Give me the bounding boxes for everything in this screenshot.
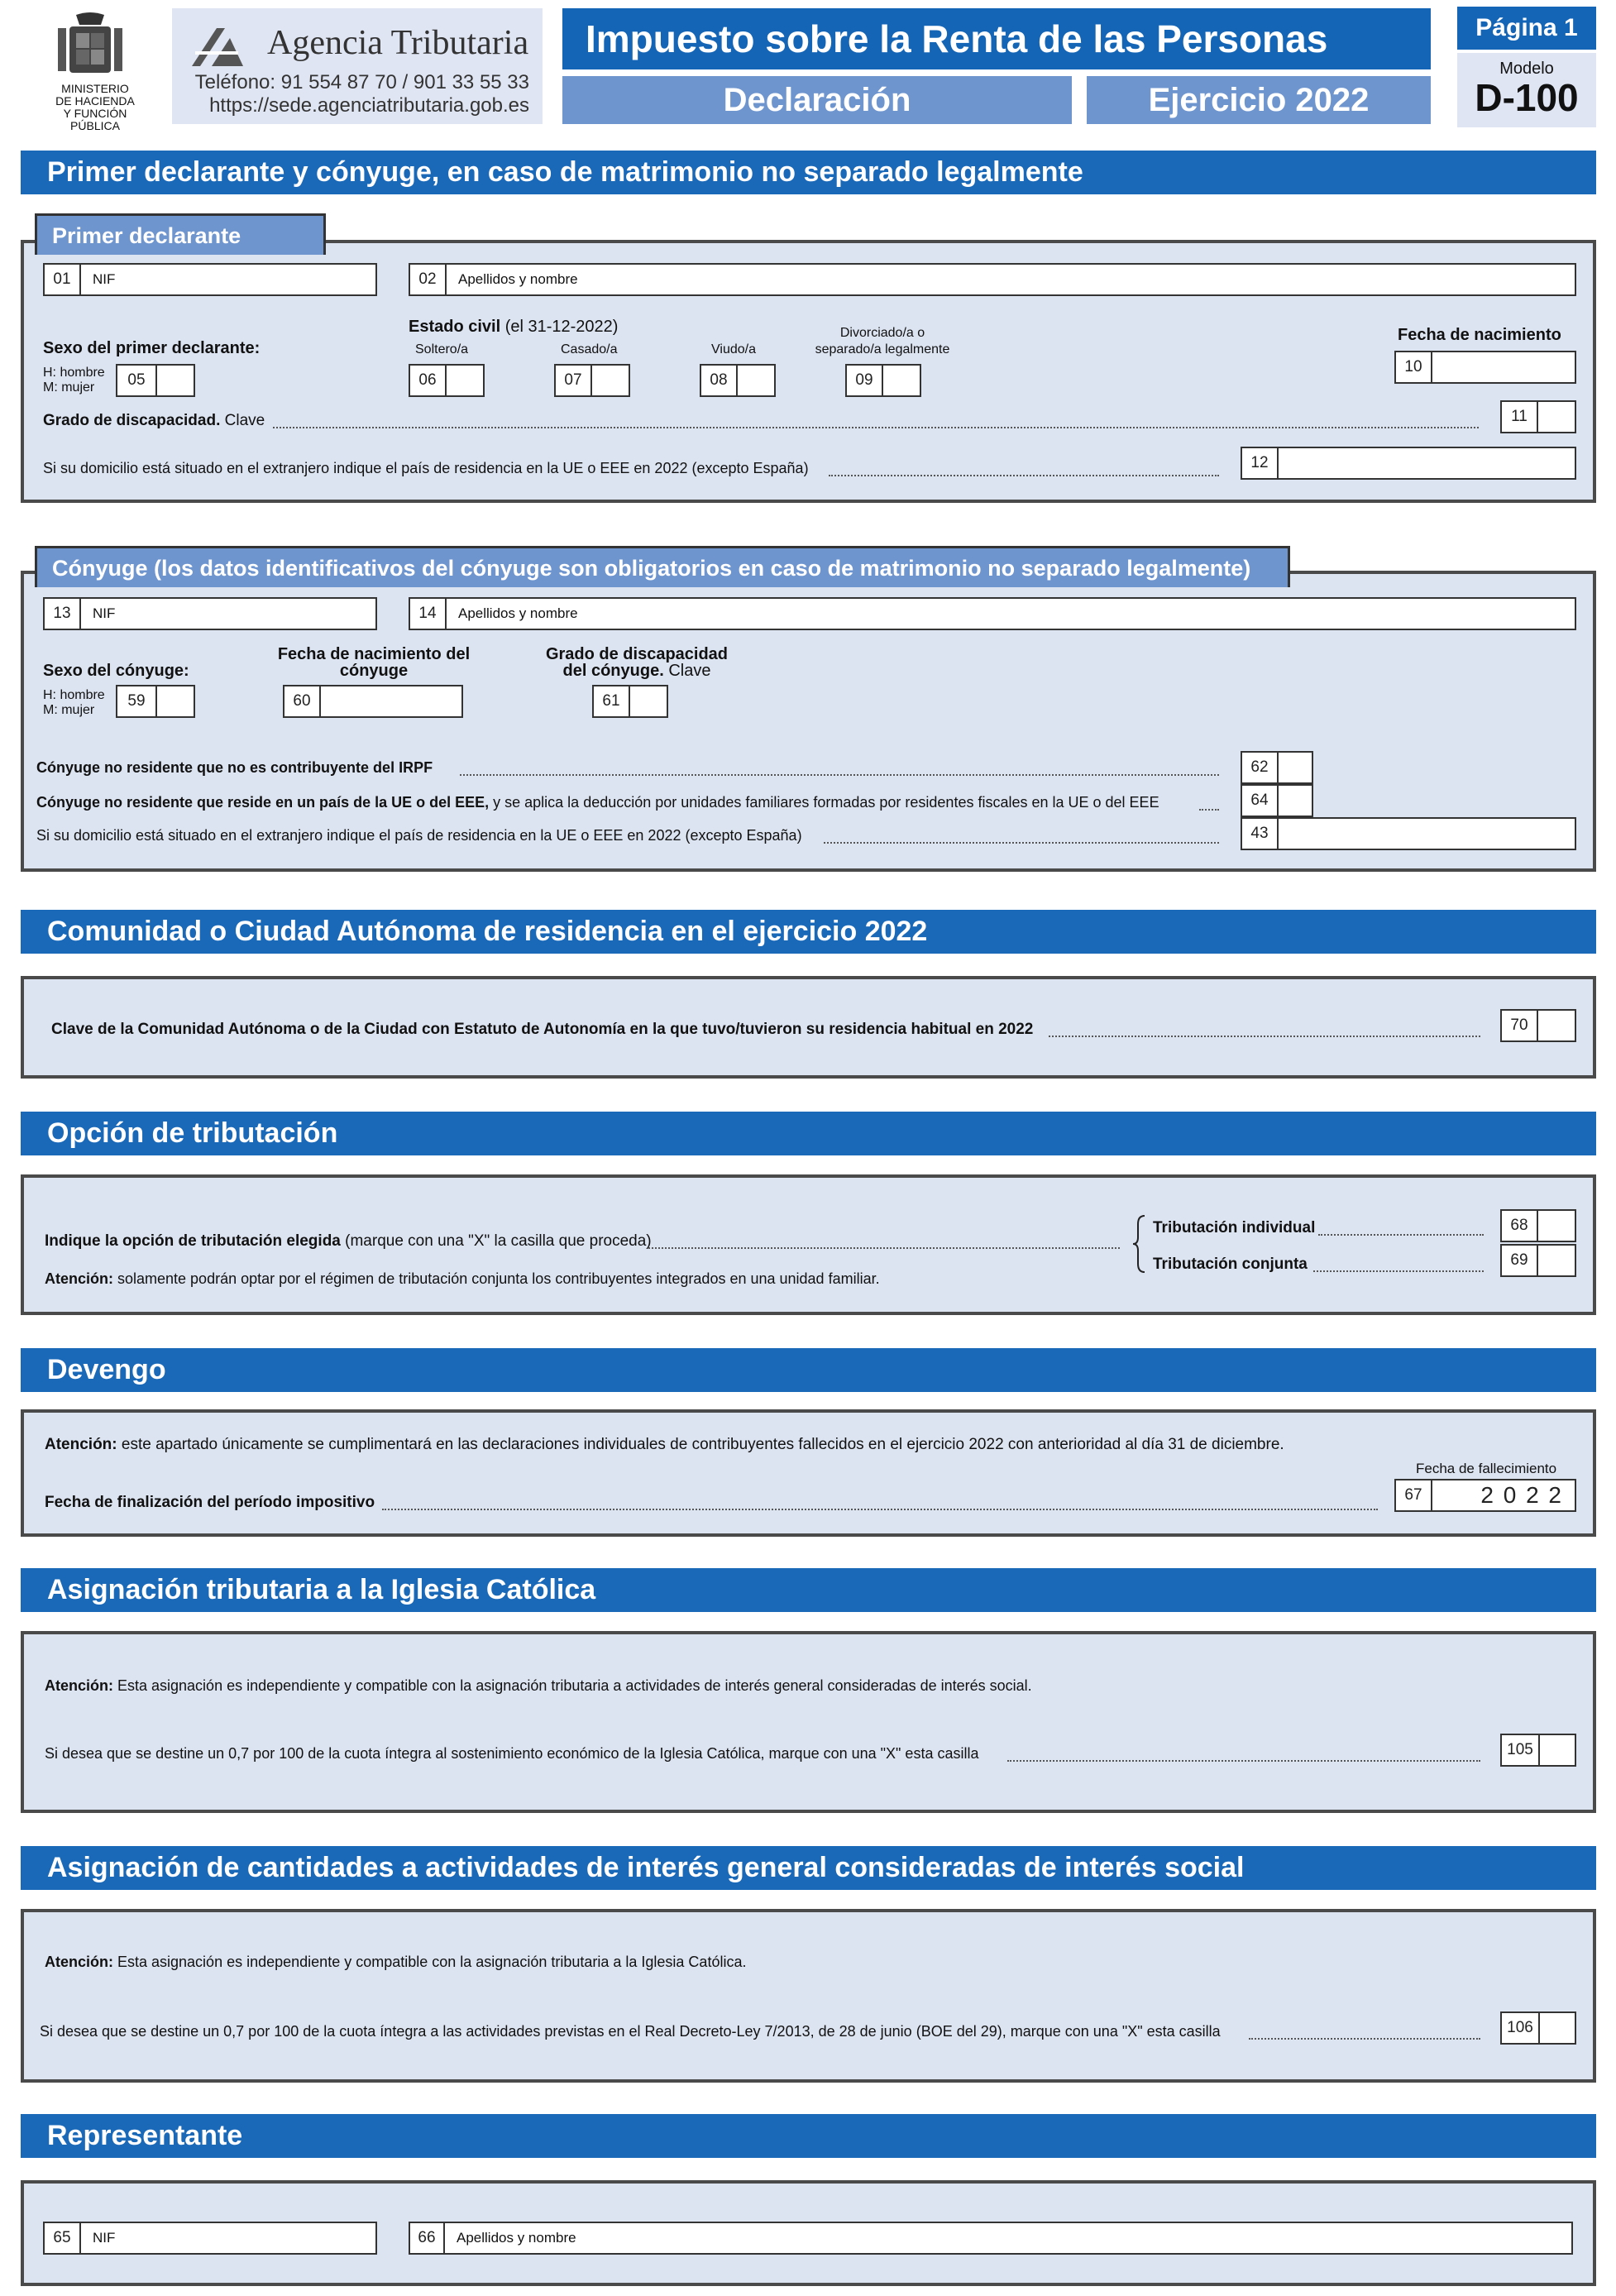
field-05-sexo[interactable]: 05: [116, 364, 195, 397]
field-61-grado-conyuge[interactable]: 61: [592, 685, 668, 718]
section-title-interes-social: Asignación de cantidades a actividades de interés general consideradas de interés social: [21, 1846, 1596, 1890]
field-11-grado-discapacidad[interactable]: 11: [1500, 400, 1576, 433]
form-title: Impuesto sobre la Renta de las Personas: [562, 8, 1431, 69]
label-atencion-devengo: Atención: este apartado únicamente se cumplimentará en las declaraciones individuales de contribuyentes fallecidos en el ejercicio 2022 con anterioridad al día 31 de diciembre.: [45, 1436, 1284, 1453]
panel-iglesia: [21, 1631, 1596, 1813]
panel-interes-social: [21, 1909, 1596, 2083]
field-02-apellidos-nombre[interactable]: 02 Apellidos y nombre: [409, 263, 1576, 296]
field-06-soltero[interactable]: 06: [409, 364, 485, 397]
label-indique-opcion: Indique la opción de tributación elegida (marque con una "X" la casilla que proceda): [45, 1232, 652, 1250]
coat-of-arms-icon: [51, 12, 130, 79]
dotted-leader: [824, 842, 1219, 844]
field-10-fecha-nacimiento[interactable]: 10: [1394, 351, 1576, 384]
label-domicilio-extranjero: Si su domicilio está situado en el extranjero indique el país de residencia en la UE o EEE en 2022 (excepto España): [43, 460, 809, 476]
dotted-leader: [273, 427, 1479, 428]
label-estado-civil: Estado civil (el 31-12-2022): [409, 318, 619, 336]
field-59-sexo-conyuge[interactable]: 59: [116, 685, 195, 718]
label-soltero: Soltero/a: [415, 342, 469, 356]
label-h-hombre: H: hombre: [43, 366, 105, 380]
form-subtitle-ejercicio: Ejercicio 2022: [1087, 76, 1431, 124]
field-43-pais-residencia-conyuge[interactable]: 43: [1241, 817, 1576, 850]
section-title-iglesia: Asignación tributaria a la Iglesia Católica: [21, 1568, 1596, 1612]
section-title-opcion-tributacion: Opción de tributación: [21, 1112, 1596, 1155]
dotted-leader: [1318, 1234, 1484, 1236]
field-106-interes-social[interactable]: 106: [1500, 2011, 1576, 2045]
label-m-mujer: M: mujer: [43, 703, 95, 717]
field-12-pais-residencia[interactable]: 12: [1241, 447, 1576, 480]
tab-primer-declarante: Primer declarante: [35, 213, 326, 255]
field-69-tributacion-conjunta[interactable]: 69: [1500, 1244, 1576, 1277]
field-65-nif-representante[interactable]: 65 NIF: [43, 2222, 377, 2255]
label-grado-conyuge-1: Grado de discapacidad: [545, 645, 729, 663]
ministry-name: MINISTERIO DE HACIENDA Y FUNCIÓN PÚBLICA: [55, 82, 135, 132]
field-09-divorciado[interactable]: 09: [845, 364, 921, 397]
field-60-fecha-nac-conyuge[interactable]: 60: [283, 685, 463, 718]
dotted-leader: [382, 1509, 1378, 1510]
agency-box: [172, 8, 543, 124]
dotted-leader: [1007, 1760, 1480, 1762]
label-grado-conyuge-2: del cónyuge. Clave: [562, 662, 711, 680]
field-14-apellidos-nombre-conyuge[interactable]: 14 Apellidos y nombre: [409, 597, 1576, 630]
label-grado-discapacidad: Grado de discapacidad. Clave: [43, 412, 265, 429]
label-divorciado-2: separado/a legalmente: [815, 342, 950, 356]
dotted-leader: [1199, 809, 1219, 811]
label-divorciado-1: Divorciado/a o: [839, 326, 925, 340]
label-sexo: Sexo del primer declarante:: [43, 339, 261, 357]
field-62-no-residente[interactable]: 62: [1241, 751, 1313, 784]
label-clave-comunidad: Clave de la Comunidad Autónoma o de la Ciudad con Estatuto de Autonomía en la que tuvo/tuvieron su residencia habitual en 2022: [51, 1021, 1034, 1038]
section-title-declarantes: Primer declarante y cónyuge, en caso de matrimonio no separado legalmente: [21, 151, 1596, 194]
modelo-code: D-100: [1475, 76, 1579, 119]
agency-phone: Teléfono: 91 554 87 70 / 901 33 55 33: [194, 71, 529, 93]
dotted-leader: [460, 774, 1219, 776]
section-title-representante: Representante: [21, 2114, 1596, 2158]
label-atencion-iglesia: Atención: Esta asignación es independiente y compatible con la asignación tributaria a actividades de interés general consideradas de interés social.: [45, 1677, 1032, 1694]
field-01-nif[interactable]: 01 NIF: [43, 263, 377, 296]
tab-conyuge: Cónyuge (los datos identificativos del cónyuge son obligatorios en caso de matrimonio no separado legalmente): [35, 546, 1290, 587]
label-fecha-fallecimiento: Fecha de fallecimiento: [1416, 1461, 1557, 1476]
agency-name: Agencia Tributaria: [267, 24, 529, 62]
label-fecha-nac-conyuge-2: cónyuge: [339, 662, 409, 680]
dotted-leader: [829, 475, 1219, 476]
brace-icon: [1131, 1214, 1148, 1274]
label-desea-iglesia: Si desea que se destine un 0,7 por 100 de la cuota íntegra al sostenimiento económico de la Iglesia Católica, marque con una "X" esta casilla: [45, 1745, 979, 1762]
field-08-viudo[interactable]: 08: [700, 364, 776, 397]
field-70-clave-comunidad[interactable]: 70: [1500, 1009, 1576, 1042]
field-68-tributacion-individual[interactable]: 68: [1500, 1209, 1576, 1242]
label-fecha-finalizacion: Fecha de finalización del período impositivo: [45, 1494, 375, 1511]
agency-website[interactable]: https://sede.agenciatributaria.gob.es: [209, 94, 529, 117]
field-105-iglesia[interactable]: 105: [1500, 1734, 1576, 1767]
label-h-hombre: H: hombre: [43, 688, 105, 702]
label-casado: Casado/a: [561, 342, 618, 356]
field-64-no-residente-ue[interactable]: 64: [1241, 784, 1313, 817]
label-tributacion-conjunta: Tributación conjunta: [1153, 1256, 1308, 1273]
dotted-leader: [648, 1247, 1120, 1249]
agency-logo-icon: [189, 25, 246, 71]
label-m-mujer: M: mujer: [43, 380, 95, 395]
modelo-box: [1457, 53, 1596, 127]
dotted-leader: [1049, 1036, 1480, 1037]
modelo-label: Modelo: [1499, 60, 1554, 78]
page-number: Página 1: [1457, 7, 1596, 50]
section-title-devengo: Devengo: [21, 1348, 1596, 1392]
field-67-fecha-finalizacion[interactable]: 67 2 0 2 2: [1394, 1479, 1576, 1512]
form-subtitle-declaracion: Declaración: [562, 76, 1072, 124]
dotted-leader: [1249, 2038, 1480, 2040]
label-fecha-nac-conyuge-1: Fecha de nacimiento del: [277, 645, 471, 663]
label-sexo-conyuge: Sexo del cónyuge:: [43, 662, 189, 680]
field-07-casado[interactable]: 07: [554, 364, 630, 397]
label-atencion-tributacion: Atención: solamente podrán optar por el régimen de tributación conjunta los contribuyentes integrados en una unidad familiar.: [45, 1270, 880, 1287]
label-domicilio-extranjero-conyuge: Si su domicilio está situado en el extranjero indique el país de residencia en la UE o EEE en 2022 (excepto España): [36, 827, 802, 844]
field-66-apellidos-nombre-representante[interactable]: 66 Apellidos y nombre: [409, 2222, 1573, 2255]
label-desea-interes-social: Si desea que se destine un 0,7 por 100 de la cuota íntegra a las actividades previstas en el Real Decreto-Ley 7/2013, de 28 de junio (BOE del 29), marque con una "X" esta casilla: [40, 2023, 1221, 2040]
section-title-comunidad: Comunidad o Ciudad Autónoma de residencia en el ejercicio 2022: [21, 910, 1596, 954]
year-value: 2 0 2 2: [1480, 1482, 1563, 1508]
panel-devengo: [21, 1409, 1596, 1537]
field-13-nif-conyuge[interactable]: 13 NIF: [43, 597, 377, 630]
label-no-residente-ue: Cónyuge no residente que reside en un país de la UE o del EEE, y se aplica la deducción por unidades familiares formadas por residentes fiscales en la UE o del EEE: [36, 794, 1159, 811]
label-fecha-nacimiento: Fecha de nacimiento: [1398, 326, 1561, 344]
label-atencion-interes-social: Atención: Esta asignación es independiente y compatible con la asignación tributaria a la Iglesia Católica.: [45, 1954, 747, 1970]
label-viudo: Viudo/a: [711, 342, 756, 356]
label-no-residente: Cónyuge no residente que no es contribuyente del IRPF: [36, 759, 433, 776]
dotted-leader: [1313, 1270, 1484, 1272]
label-tributacion-individual: Tributación individual: [1153, 1219, 1316, 1236]
